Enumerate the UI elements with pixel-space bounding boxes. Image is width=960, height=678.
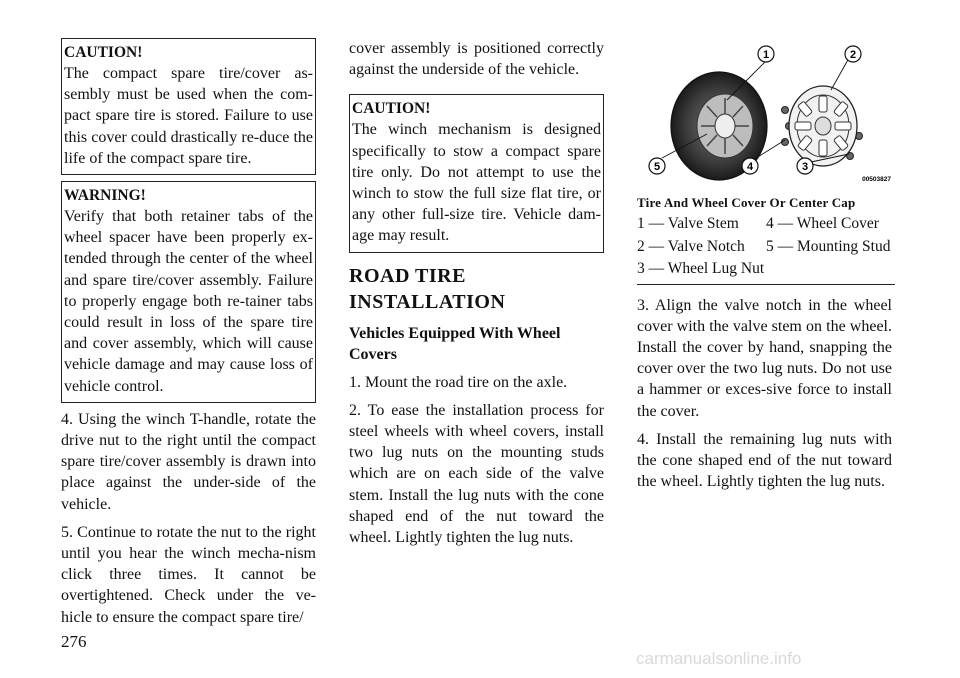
- caution-text: The winch mechanism is designed specifically to stow a compact spare tire only. Do not attempt to use the winch to stow the full size flat tire, or any other full-size tire. Vehicle dam-age may result.: [352, 121, 601, 245]
- caution-heading: CAUTION!: [64, 44, 143, 61]
- legend-item-4: 4 — Wheel Cover: [766, 215, 879, 232]
- step-3: 3. Align the valve notch in the wheel cover with the valve stem on the wheel. Install the cover by hand, snapping the cover over the two lug nuts. Do not use a hammer or exces-sive force to install the cover.: [637, 296, 892, 420]
- warning-box: [61, 181, 316, 403]
- figure-legend: [637, 216, 895, 285]
- callout-3: 3: [801, 161, 809, 173]
- figure-code: 00503827: [862, 176, 891, 183]
- figure-caption: Tire And Wheel Cover Or Center Cap: [637, 195, 856, 210]
- caution-text: The compact spare tire/cover as-sembly must be used when the com-pact spare tire is stored. Failure to use this cover could drastically re-duce the life of the compact spare tire.: [64, 65, 313, 167]
- step-2: 2. To ease the installation process for steel wheels with wheel covers, install two lug nuts on the mounting studs which are on each side of the valve stem. Install the lug nuts with the cone shaped end of the nut toward the wheel. Lightly tighten the lug nuts.: [349, 401, 604, 547]
- column-middle: [349, 38, 604, 555]
- step-4-winch: 4. Using the winch T-handle, rotate the drive nut to the right until the compact spare tire/cover assembly is drawn into place against the under-side of the vehicle.: [61, 410, 316, 513]
- warning-text: Verify that both retainer tabs of the wheel spacer have been properly ex-tended through the center of the wheel and spare tire/cover assembly. Failure to properly engage both re-tainer tabs could result in loss of the spare tire and cover assembly, which will cause vehicle damage and may cause loss of vehicle control.: [64, 208, 313, 395]
- section-title-line-2: INSTALLATION: [349, 290, 506, 313]
- page-number: 276: [61, 632, 87, 651]
- step-4-lug-nuts: 4. Install the remaining lug nuts with the cone shaped end of the nut toward the wheel. Lightly tighten the lug nuts.: [637, 430, 892, 491]
- legend-item-1: 1 — Valve Stem: [637, 215, 739, 232]
- tire-wheel-cover-illustration: [637, 38, 895, 186]
- callout-4: 4: [746, 161, 754, 173]
- caution-box-winch: [349, 94, 604, 252]
- section-title-line-1: ROAD TIRE: [349, 264, 466, 287]
- legend-item-5: 5 — Mounting Stud: [766, 237, 891, 255]
- section-title: [349, 263, 604, 315]
- step-5-winch: 5. Continue to rotate the nut to the right until you hear the winch mecha-nism click three times. It cannot be overtightened. Check under the ve-hicle to ensure the compact spare tire/: [61, 523, 316, 626]
- caution-heading: CAUTION!: [352, 100, 431, 118]
- warning-heading: WARNING!: [64, 187, 146, 205]
- column-left: [61, 38, 316, 635]
- callout-5: 5: [653, 161, 661, 173]
- caution-box: [61, 38, 316, 175]
- step-1: 1. Mount the road tire on the axle.: [349, 373, 568, 391]
- column-right: [637, 38, 892, 499]
- continued-text: cover assembly is positioned correctly against the underside of the vehicle.: [349, 40, 604, 79]
- callout-2: 2: [849, 49, 857, 61]
- legend-item-2: 2 — Valve Notch: [637, 237, 745, 255]
- legend-item-3: 3 — Wheel Lug Nut: [637, 260, 765, 277]
- callout-1: 1: [762, 49, 770, 61]
- subheading: Vehicles Equipped With Wheel Covers: [349, 324, 561, 363]
- watermark: carmanualsonline.info: [636, 649, 802, 668]
